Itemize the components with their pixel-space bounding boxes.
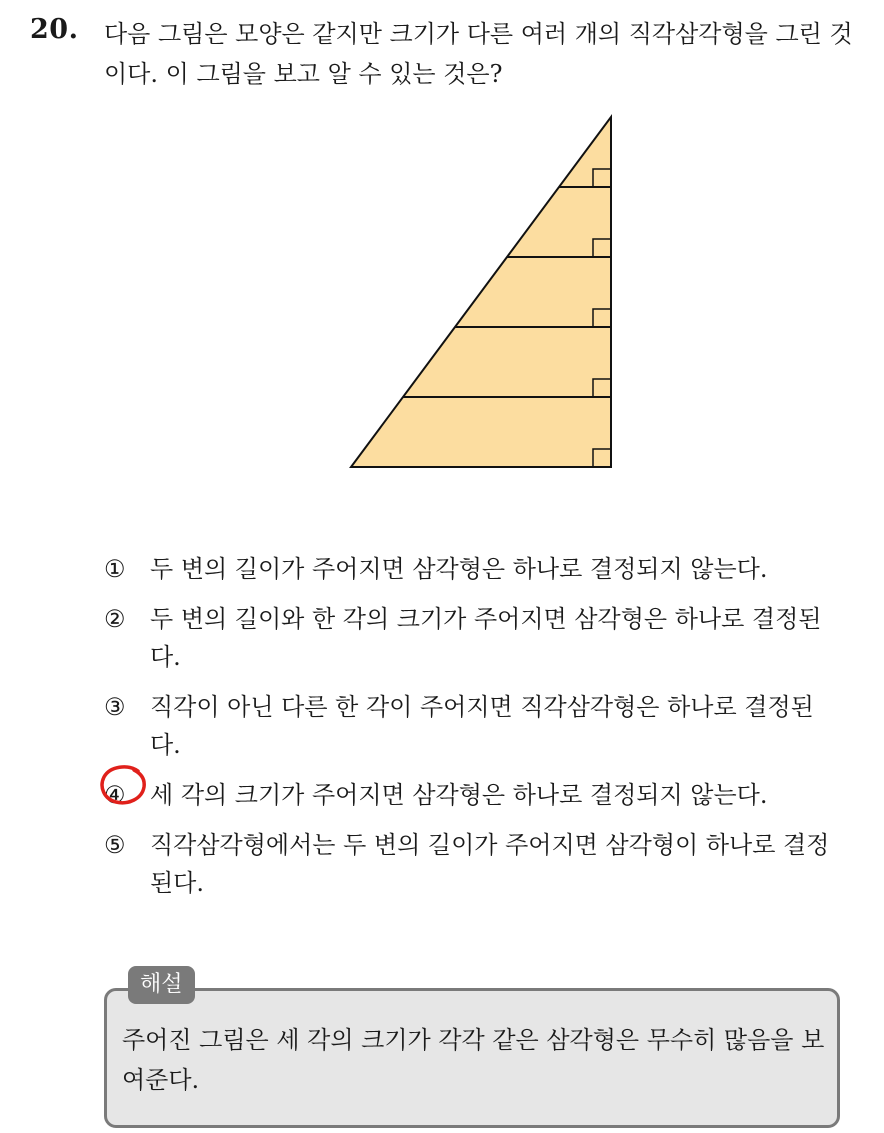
choice-2[interactable] (104, 600, 844, 676)
choice-3[interactable] (104, 688, 844, 764)
choice-3-text: 직각이 아닌 다른 한 각이 주어지면 직각삼각형은 하나로 결정된다. (150, 693, 814, 759)
question-text: 다음 그림은 모양은 같지만 크기가 다른 여러 개의 직각삼각형을 그린 것이다. 이 그림을 보고 알 수 있는 것은? (104, 20, 853, 88)
explanation-tag: 해설 (128, 966, 195, 1004)
choice-2-mark: ② (104, 605, 126, 633)
choice-4[interactable] (104, 776, 844, 814)
choice-5-text: 직각삼각형에서는 두 변의 길이가 주어지면 삼각형이 하나로 결정된다. (150, 831, 830, 897)
question-number: 20. (30, 14, 79, 45)
answer-circle-icon (98, 763, 150, 807)
choice-3-mark: ③ (104, 693, 126, 721)
choice-5-mark: ⑤ (104, 831, 126, 859)
choice-5[interactable] (104, 826, 844, 902)
choice-2-text: 두 변의 길이와 한 각의 크기가 주어지면 삼각형은 하나로 결정된다. (150, 605, 822, 671)
choice-1-mark: ① (104, 555, 126, 583)
choice-1-text: 두 변의 길이가 주어지면 삼각형은 하나로 결정되지 않는다. (150, 555, 768, 583)
nested-right-triangles-figure (0, 0, 884, 520)
outer-right-triangle (351, 117, 611, 467)
choice-1[interactable] (104, 550, 844, 588)
answer-choices (104, 550, 844, 914)
explanation-text: 주어진 그림은 세 각의 크기가 각각 같은 삼각형은 무수히 많음을 보여준다. (122, 1026, 825, 1094)
choice-4-text: 세 각의 크기가 주어지면 삼각형은 하나로 결정되지 않는다. (150, 781, 768, 809)
choice-4-mark: ④ (104, 781, 126, 809)
